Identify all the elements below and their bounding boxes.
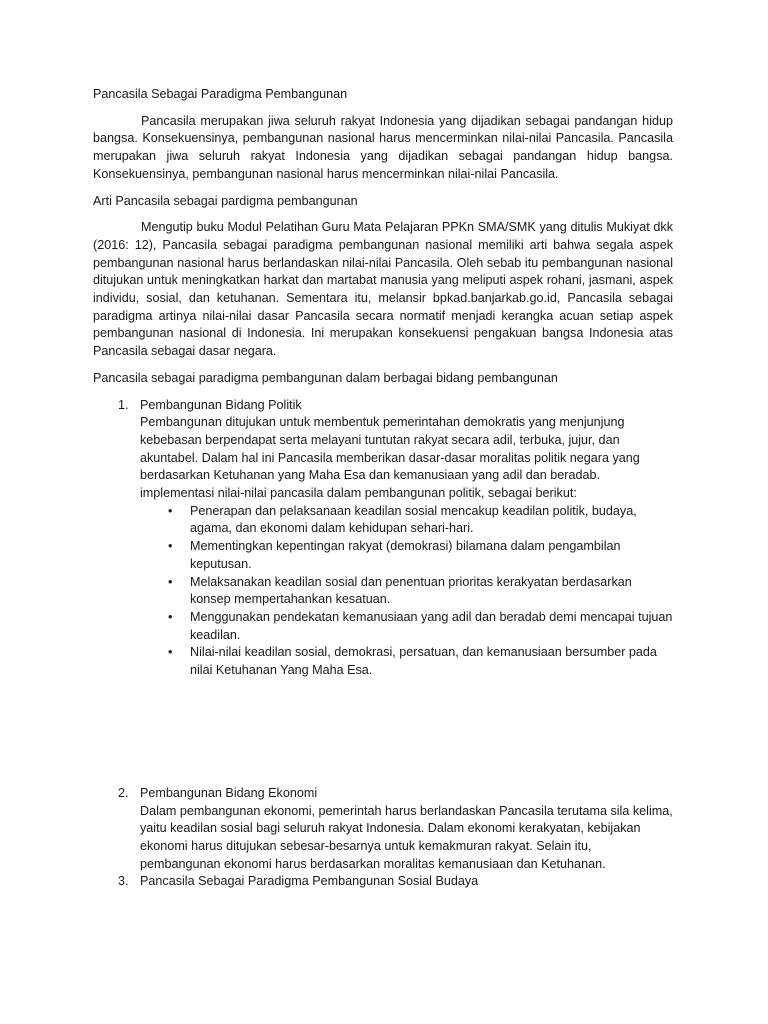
bullet-item bbox=[140, 644, 673, 679]
numbered-list bbox=[93, 397, 673, 891]
bullet-item bbox=[140, 609, 673, 644]
list-number: 2. bbox=[118, 785, 129, 800]
list-number: 1. bbox=[118, 397, 129, 412]
document-title: Pancasila Sebagai Paradigma Pembangunan bbox=[93, 87, 348, 101]
subheading-bidang: Pancasila sebagai paradigma pembangunan dalam berbagai bidang pembangunan bbox=[93, 370, 558, 385]
bullet-icon: • bbox=[168, 609, 173, 624]
section-title-sosial-budaya: Pancasila Sebagai Paradigma Pembangunan Sosial Budaya bbox=[140, 874, 479, 889]
list-item-ekonomi bbox=[93, 785, 673, 874]
section-title-politik: Pembangunan Bidang Politik bbox=[140, 397, 302, 412]
intro-paragraph: Pancasila merupakan jiwa seluruh rakyat Indonesia yang dijadikan sebagai pandangan hidup bangsa. Konsekuensinya, pembangunan nasional harus mencerminkan nilai-nilai Pancasila. Pancasila merupakan jiwa seluruh rakyat Indonesia yang dijadikan sebagai pandangan hidup bangsa. Konsekuensinya, pembangunan nasional harus mencerminkan nilai-nilai Pancasila. bbox=[93, 113, 673, 181]
bullet-icon: • bbox=[168, 574, 173, 589]
blank-space bbox=[93, 680, 673, 785]
section-body-politik: Pembangunan ditujukan untuk membentuk pemerintahan demokratis yang menjunjung kebebasan berpendapat serta melayani tuntutan rakyat secara adil, terbuka, jujur, dan akuntabel. Dalam hal ini Pancasila memberikan dasar-dasar moralitas politik negara yang berdasarkan Ketuhanan yang Maha Esa dan kemanusiaan yang adil dan beradab. implementasi nilai-nilai pancasila dalam pembangunan politik, sebagai berikut: bbox=[140, 415, 640, 501]
section-title-ekonomi: Pembangunan Bidang Ekonomi bbox=[140, 785, 318, 800]
bullet-icon: • bbox=[168, 645, 173, 660]
bullet-icon: • bbox=[168, 503, 173, 518]
section-body-ekonomi: Dalam pembangunan ekonomi, pemerintah harus berlandaskan Pancasila terutama sila kelima, yaitu keadilan sosial bagi seluruh rakyat Indonesia. Dalam ekonomi kerakyatan, kebijakan ekonomi harus ditujukan sebesar-besarnya untuk kemakmuran rakyat. Selain itu, pembangunan ekonomi harus berdasarkan moralitas kemanusiaan dan Ketuhanan. bbox=[140, 803, 673, 871]
bullet-item bbox=[140, 503, 673, 538]
bullet-text: Nilai-nilai keadilan sosial, demokrasi, persatuan, dan kemanusiaan bersumber pada nilai Ketuhanan Yang Maha Esa. bbox=[190, 645, 657, 678]
bullet-icon: • bbox=[168, 539, 173, 554]
document-content bbox=[93, 86, 673, 891]
list-number: 3. bbox=[118, 874, 129, 889]
bullet-list-politik bbox=[140, 503, 673, 680]
bullet-text: Penerapan dan pelaksanaan keadilan sosial mencakup keadilan politik, budaya, agama, dan ekonomi dalam kehidupan sehari-hari. bbox=[190, 503, 637, 536]
bullet-item bbox=[140, 574, 673, 609]
subheading-arti: Arti Pancasila sebagai pardigma pembangunan bbox=[93, 193, 358, 208]
bullet-text: Mementingkan kepentingan rakyat (demokrasi) bilamana dalam pengambilan keputusan. bbox=[190, 539, 621, 571]
arti-paragraph: Mengutip buku Modul Pelatihan Guru Mata Pelajaran PPKn SMA/SMK yang ditulis Mukiyat dkk (2016: 12), Pancasila sebagai paradigma pembangunan nasional memiliki arti bahwa segala aspek pembangunan nasional harus berlandaskan nilai-nilai Pancasila. Oleh sebab itu pembangunan nasional ditujukan untuk meningkatkan harkat dan martabat manusia yang meliputi aspek rohani, jasmani, aspek individu, sosial, dan ketuhanan. Sementara itu, melansir bpkad.banjarkab.go.id, Pancasila sebagai paradigma artinya nilai-nilai dasar Pancasila secara normatif menjadi kerangka acuan setiap aspek pembangunan nasional di Indonesia. Ini merupakan konsekuensi pengakuan bangsa Indonesia atas Pancasila sebagai dasar negara. bbox=[93, 220, 673, 359]
list-item-sosial-budaya bbox=[93, 873, 673, 891]
bullet-text: Melaksanakan keadilan sosial dan penentuan prioritas kerakyatan berdasarkan konsep mempertahankan kesatuan. bbox=[190, 574, 632, 607]
bullet-item bbox=[140, 538, 673, 573]
bullet-text: Menggunakan pendekatan kemanusiaan yang adil dan beradab demi mencapai tujuan keadilan. bbox=[190, 609, 673, 642]
list-item-politik bbox=[93, 397, 673, 680]
